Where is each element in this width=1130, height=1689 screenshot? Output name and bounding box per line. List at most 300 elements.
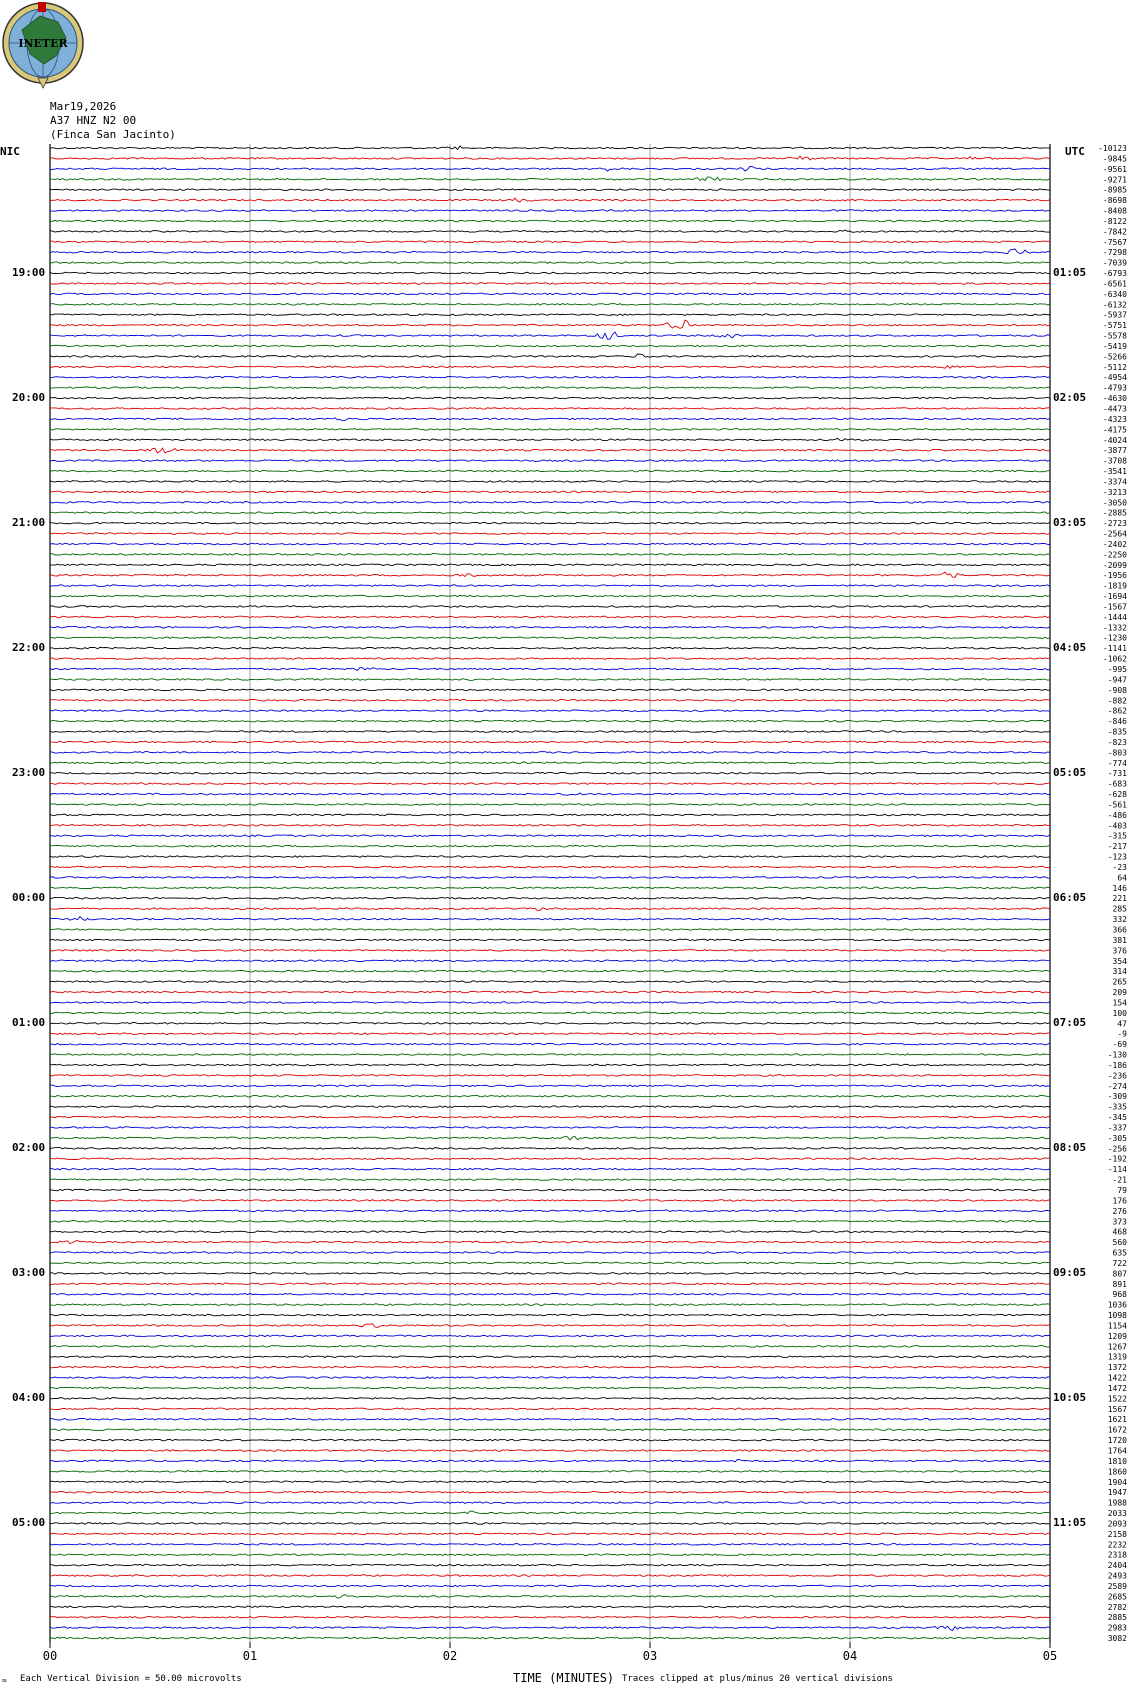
trace-132	[50, 1523, 1050, 1525]
trace-136	[50, 1564, 1050, 1566]
trace-offset-label: -1230	[1102, 633, 1127, 643]
trace-offset-label: -835	[1107, 727, 1127, 737]
trace-offset-label: -4473	[1102, 404, 1127, 414]
trace-28	[50, 438, 1050, 441]
trace-offset-label: -403	[1107, 821, 1127, 831]
trace-57	[50, 741, 1050, 743]
trace-19	[50, 345, 1050, 347]
trace-130	[50, 1502, 1050, 1504]
trace-offset-label: 2885	[1107, 1613, 1127, 1623]
trace-58	[50, 752, 1050, 754]
trace-20	[50, 354, 1050, 357]
trace-offset-label: 1422	[1107, 1373, 1127, 1383]
trace-110	[50, 1293, 1050, 1295]
header-site: (Finca San Jacinto)	[50, 128, 176, 141]
trace-116	[50, 1356, 1050, 1358]
trace-128	[50, 1481, 1050, 1483]
trace-offset-label: -9561	[1102, 164, 1127, 174]
trace-offset-label: 1860	[1107, 1467, 1127, 1477]
trace-offset-label: -1819	[1102, 581, 1127, 591]
trace-15	[50, 304, 1050, 306]
x-tick-label: 01	[242, 1649, 258, 1664]
trace-offset-label: -5419	[1102, 341, 1127, 351]
trace-77	[50, 950, 1050, 952]
minute-gridlines	[50, 144, 1050, 1642]
trace-33	[50, 491, 1050, 493]
trace-61	[50, 783, 1050, 785]
trace-offset-label: -803	[1107, 748, 1127, 758]
trace-31	[50, 470, 1050, 472]
trace-62	[50, 793, 1050, 795]
trace-offset-label: -192	[1107, 1154, 1127, 1164]
trace-117	[50, 1366, 1050, 1368]
trace-offset-label: -846	[1107, 717, 1127, 727]
trace-124	[50, 1439, 1050, 1441]
trace-56	[50, 731, 1050, 733]
trace-38	[50, 543, 1050, 545]
trace-offset-label: 376	[1112, 946, 1127, 956]
trace-offset-label: 1319	[1107, 1352, 1127, 1362]
trace-102	[50, 1210, 1050, 1212]
trace-offset-label: -2099	[1102, 560, 1127, 570]
trace-offset-label: 2589	[1107, 1581, 1127, 1591]
trace-offset-label: -274	[1107, 1081, 1127, 1091]
left-time-label: 03:00	[12, 1266, 46, 1280]
left-time-label: 21:00	[12, 516, 46, 530]
trace-36	[50, 522, 1050, 524]
trace-offset-label: 2404	[1107, 1561, 1127, 1571]
trace-94	[50, 1127, 1050, 1129]
trace-103	[50, 1220, 1050, 1222]
trace-18	[50, 332, 1050, 339]
left-time-label: 20:00	[12, 391, 46, 405]
x-axis-ticks	[43, 1642, 1057, 1663]
trace-14	[50, 293, 1050, 295]
trace-73	[50, 908, 1050, 911]
trace-139	[50, 1595, 1050, 1599]
trace-offset-label: 1154	[1107, 1321, 1127, 1331]
header-date: Mar19,2026	[50, 100, 117, 113]
trace-93	[50, 1116, 1050, 1118]
trace-offset-label: -2723	[1102, 519, 1127, 529]
right-time-label: 06:05	[1053, 891, 1087, 905]
trace-offset-label: 1904	[1107, 1477, 1127, 1487]
trace-offset-label: 1810	[1107, 1456, 1127, 1466]
trace-55	[50, 720, 1050, 722]
trace-offset-label: -217	[1107, 842, 1127, 852]
trace-63	[50, 804, 1050, 806]
trace-offset-label: -6132	[1102, 300, 1127, 310]
trace-offset-label: 1567	[1107, 1404, 1127, 1414]
trace-offset-label: -10123	[1098, 144, 1127, 153]
trace-41	[50, 572, 1050, 577]
trace-offset-label: 209	[1112, 988, 1127, 998]
trace-offset-labels	[1098, 144, 1127, 1643]
trace-offset-label: 285	[1112, 904, 1127, 914]
trace-offset-label: -6340	[1102, 289, 1127, 299]
trace-offset-label: 2685	[1107, 1592, 1127, 1602]
trace-offset-label: 154	[1112, 998, 1127, 1008]
trace-offset-label: -4793	[1102, 383, 1127, 393]
trace-105	[50, 1241, 1050, 1244]
trace-offset-label: -123	[1107, 852, 1127, 862]
trace-85	[50, 1033, 1050, 1035]
trace-76	[50, 939, 1050, 941]
trace-43	[50, 595, 1050, 597]
trace-offset-label: -2885	[1102, 508, 1127, 518]
trace-offset-label: -882	[1107, 696, 1127, 706]
trace-offset-label: -309	[1107, 1092, 1127, 1102]
trace-72	[50, 897, 1050, 899]
trace-offset-label: -1062	[1102, 654, 1127, 664]
trace-offset-label: 1522	[1107, 1394, 1127, 1404]
trace-offset-label: 1372	[1107, 1363, 1127, 1373]
trace-65	[50, 825, 1050, 827]
trace-offset-label: -486	[1107, 810, 1127, 820]
left-time-label: 00:00	[12, 891, 46, 905]
trace-141	[50, 1616, 1050, 1618]
trace-offset-label: -130	[1107, 1050, 1127, 1060]
trace-51	[50, 679, 1050, 681]
trace-offset-label: -23	[1112, 862, 1127, 872]
x-tick-label: 05	[1042, 1649, 1058, 1664]
left-time-label: 04:00	[12, 1391, 46, 1405]
trace-offset-label: 1672	[1107, 1425, 1127, 1435]
trace-offset-label: 2158	[1107, 1529, 1127, 1539]
trace-offset-label: 2232	[1107, 1540, 1127, 1550]
trace-offset-label: -3213	[1102, 487, 1127, 497]
trace-0	[50, 146, 1050, 149]
trace-offset-label: -1567	[1102, 602, 1127, 612]
trace-137	[50, 1575, 1050, 1577]
scale-label: Each Vertical Division =	[20, 1674, 151, 1684]
trace-119	[50, 1387, 1050, 1389]
trace-75	[50, 929, 1050, 931]
trace-offset-label: -6793	[1102, 269, 1127, 279]
trace-121	[50, 1408, 1050, 1410]
trace-offset-label: 354	[1112, 956, 1127, 966]
trace-offset-label: -6561	[1102, 279, 1127, 289]
trace-offset-label: 3082	[1107, 1634, 1127, 1644]
trace-71	[50, 887, 1050, 889]
trace-offset-label: 47	[1117, 1019, 1127, 1029]
trace-118	[50, 1377, 1050, 1379]
trace-offset-label: 1472	[1107, 1383, 1127, 1393]
trace-offset-label: 722	[1112, 1258, 1127, 1268]
left-time-label: 23:00	[12, 766, 46, 780]
left-time-label: 22:00	[12, 641, 46, 655]
trace-120	[50, 1398, 1050, 1400]
trace-offset-label: 373	[1112, 1217, 1127, 1227]
trace-60	[50, 772, 1050, 774]
trace-6	[50, 210, 1050, 212]
trace-offset-label: -21	[1112, 1175, 1127, 1185]
trace-34	[50, 501, 1050, 503]
trace-offset-label: -561	[1107, 800, 1127, 810]
trace-86	[50, 1043, 1050, 1045]
trace-46	[50, 627, 1050, 629]
trace-98	[50, 1168, 1050, 1170]
trace-52	[50, 689, 1050, 691]
trace-24	[50, 397, 1050, 399]
trace-4	[50, 189, 1050, 191]
trace-135	[50, 1554, 1050, 1556]
trace-13	[50, 283, 1050, 285]
trace-offset-label: -9271	[1102, 175, 1127, 185]
trace-offset-label: 2033	[1107, 1509, 1127, 1519]
trace-offset-label: 1267	[1107, 1342, 1127, 1352]
trace-16	[50, 314, 1050, 316]
trace-74	[50, 917, 1050, 921]
trace-offset-label: -8698	[1102, 196, 1127, 206]
trace-27	[50, 429, 1050, 431]
seismic-traces	[50, 146, 1050, 1639]
trace-offset-label: -8408	[1102, 206, 1127, 216]
trace-offset-label: 221	[1112, 894, 1127, 904]
trace-112	[50, 1314, 1050, 1316]
trace-offset-label: -236	[1107, 1071, 1127, 1081]
trace-offset-label: -1444	[1102, 612, 1127, 622]
trace-39	[50, 554, 1050, 556]
trace-96	[50, 1148, 1050, 1150]
x-tick-label: 03	[642, 1649, 658, 1664]
trace-offset-label: 807	[1112, 1269, 1127, 1279]
logo-text: INETER	[18, 37, 68, 50]
trace-offset-label: -731	[1107, 769, 1127, 779]
trace-offset-label: -774	[1107, 758, 1127, 768]
right-zone-label: UTC	[1065, 145, 1085, 158]
trace-89	[50, 1075, 1050, 1077]
trace-42	[50, 585, 1050, 587]
trace-88	[50, 1064, 1050, 1066]
trace-10	[50, 249, 1050, 254]
trace-offset-label: -3708	[1102, 456, 1127, 466]
trace-106	[50, 1252, 1050, 1254]
x-tick-label: 00	[42, 1649, 58, 1664]
trace-95	[50, 1137, 1050, 1141]
trace-3	[50, 177, 1050, 181]
right-time-label: 09:05	[1053, 1266, 1087, 1280]
trace-22	[50, 376, 1050, 378]
trace-126	[50, 1460, 1050, 1462]
trace-offset-label: 1947	[1107, 1488, 1127, 1498]
trace-26	[50, 418, 1050, 421]
trace-offset-label: -1694	[1102, 592, 1127, 602]
trace-111	[50, 1304, 1050, 1306]
trace-offset-label: 1988	[1107, 1498, 1127, 1508]
trace-79	[50, 970, 1050, 972]
trace-80	[50, 981, 1050, 983]
trace-offset-label: -4954	[1102, 373, 1127, 383]
trace-129	[50, 1491, 1050, 1493]
trace-25	[50, 408, 1050, 410]
trace-offset-label: 146	[1112, 883, 1127, 893]
trace-133	[50, 1533, 1050, 1535]
clip-note: Traces clipped at plus/minus 20 vertical divisions	[622, 1674, 893, 1684]
trace-offset-label: -908	[1107, 685, 1127, 695]
scale-value: 50.00 microvolts	[155, 1674, 242, 1684]
trace-offset-label: 314	[1112, 967, 1127, 977]
trace-offset-label: -305	[1107, 1133, 1127, 1143]
trace-offset-label: 1209	[1107, 1331, 1127, 1341]
trace-104	[50, 1231, 1050, 1233]
left-time-label: 05:00	[12, 1516, 46, 1530]
trace-97	[50, 1158, 1050, 1160]
right-time-label: 01:05	[1053, 266, 1087, 280]
trace-offset-label: -337	[1107, 1123, 1127, 1133]
trace-1	[50, 156, 1050, 160]
trace-offset-label: -256	[1107, 1144, 1127, 1154]
trace-offset-label: 635	[1112, 1248, 1127, 1258]
trace-offset-label: -947	[1107, 675, 1127, 685]
left-time-label: 19:00	[12, 266, 46, 280]
trace-29	[50, 448, 1050, 453]
trace-114	[50, 1335, 1050, 1337]
trace-87	[50, 1054, 1050, 1056]
trace-21	[50, 366, 1050, 369]
right-time-label: 04:05	[1053, 641, 1087, 655]
trace-12	[50, 272, 1050, 274]
trace-37	[50, 533, 1050, 535]
header-station: A37 HNZ N2 00	[50, 114, 137, 127]
trace-83	[50, 1012, 1050, 1014]
trace-offset-label: 2318	[1107, 1550, 1127, 1560]
trace-offset-label: -5578	[1102, 331, 1127, 341]
trace-53	[50, 699, 1050, 701]
right-time-label: 08:05	[1053, 1141, 1087, 1155]
trace-offset-label: -7567	[1102, 237, 1127, 247]
trace-54	[50, 710, 1050, 712]
trace-49	[50, 658, 1050, 660]
trace-offset-label: -7842	[1102, 227, 1127, 237]
trace-30	[50, 460, 1050, 462]
trace-offset-label: -315	[1107, 831, 1127, 841]
trace-offset-label: -3050	[1102, 498, 1127, 508]
trace-offset-label: 381	[1112, 935, 1127, 945]
trace-122	[50, 1418, 1050, 1420]
trace-offset-label: 2093	[1107, 1519, 1127, 1529]
right-time-label: 05:05	[1053, 766, 1087, 780]
trace-2	[50, 166, 1050, 171]
trace-offset-label: 1098	[1107, 1311, 1127, 1321]
trace-offset-label: -186	[1107, 1060, 1127, 1070]
trace-offset-label: 891	[1112, 1279, 1127, 1289]
trace-offset-label: -345	[1107, 1113, 1127, 1123]
trace-109	[50, 1283, 1050, 1285]
trace-134	[50, 1543, 1050, 1545]
trace-offset-label: -114	[1107, 1165, 1127, 1175]
trace-offset-label: -335	[1107, 1102, 1127, 1112]
trace-90	[50, 1085, 1050, 1087]
trace-70	[50, 877, 1050, 879]
trace-48	[50, 647, 1050, 649]
trace-offset-label: -3374	[1102, 477, 1127, 487]
trace-offset-label: 332	[1112, 915, 1127, 925]
trace-64	[50, 814, 1050, 816]
trace-offset-label: -683	[1107, 779, 1127, 789]
left-zone-label: NIC	[0, 145, 20, 158]
trace-9	[50, 241, 1050, 243]
trace-17	[50, 320, 1050, 328]
trace-offset-label: 100	[1112, 1008, 1127, 1018]
trace-127	[50, 1471, 1050, 1473]
left-time-label: 01:00	[12, 1016, 46, 1030]
trace-69	[50, 866, 1050, 868]
trace-47	[50, 637, 1050, 639]
trace-offset-label: 2983	[1107, 1623, 1127, 1633]
x-tick-label: 02	[442, 1649, 458, 1664]
trace-offset-label: 560	[1112, 1238, 1127, 1248]
trace-123	[50, 1429, 1050, 1431]
x-tick-label: 04	[842, 1649, 858, 1664]
trace-offset-label: 176	[1112, 1196, 1127, 1206]
trace-40	[50, 564, 1050, 566]
trace-131	[50, 1511, 1050, 1514]
trace-offset-label: -4630	[1102, 394, 1127, 404]
trace-offset-label: 366	[1112, 925, 1127, 935]
trace-offset-label: -7039	[1102, 258, 1127, 268]
trace-68	[50, 856, 1050, 858]
trace-84	[50, 1022, 1050, 1024]
trace-45	[50, 616, 1050, 618]
trace-offset-label: -995	[1107, 665, 1127, 674]
x-axis-label: TIME (MINUTES)	[513, 1671, 615, 1685]
trace-11	[50, 262, 1050, 264]
trace-92	[50, 1106, 1050, 1108]
left-time-label: 02:00	[12, 1141, 46, 1155]
trace-offset-label: -7298	[1102, 248, 1127, 258]
trace-66	[50, 835, 1050, 837]
right-time-label: 03:05	[1053, 516, 1087, 530]
trace-offset-label: 468	[1112, 1227, 1127, 1237]
trace-78	[50, 960, 1050, 962]
trace-91	[50, 1095, 1050, 1097]
trace-offset-label: -2564	[1102, 529, 1127, 539]
trace-offset-label: 1621	[1107, 1415, 1127, 1425]
trace-113	[50, 1324, 1050, 1328]
trace-44	[50, 606, 1050, 608]
trace-offset-label: -1332	[1102, 623, 1127, 633]
trace-offset-label: 968	[1112, 1290, 1127, 1300]
trace-offset-label: -1956	[1102, 571, 1127, 581]
trace-107	[50, 1262, 1050, 1264]
trace-115	[50, 1346, 1050, 1348]
trace-offset-label: -2402	[1102, 539, 1127, 549]
trace-82	[50, 1002, 1050, 1004]
trace-7	[50, 220, 1050, 222]
trace-8	[50, 230, 1050, 232]
trace-offset-label: -4024	[1102, 435, 1127, 445]
right-time-label: 10:05	[1053, 1391, 1087, 1405]
trace-offset-label: -4175	[1102, 425, 1127, 435]
trace-offset-label: -3541	[1102, 467, 1127, 477]
trace-125	[50, 1450, 1050, 1452]
trace-143	[50, 1637, 1050, 1639]
trace-offset-label: -5751	[1102, 321, 1127, 331]
trace-offset-label: 64	[1117, 873, 1127, 883]
trace-offset-label: 1764	[1107, 1446, 1127, 1456]
trace-offset-label: -4323	[1102, 414, 1127, 424]
trace-142	[50, 1626, 1050, 1630]
trace-offset-label: -1141	[1102, 644, 1127, 654]
right-time-label: 07:05	[1053, 1016, 1087, 1030]
trace-offset-label: 79	[1117, 1186, 1127, 1195]
trace-5	[50, 198, 1050, 202]
trace-offset-label: 276	[1112, 1206, 1127, 1216]
trace-offset-label: -9	[1117, 1029, 1127, 1039]
trace-offset-label: -8985	[1102, 185, 1127, 195]
right-time-label: 02:05	[1053, 391, 1087, 405]
